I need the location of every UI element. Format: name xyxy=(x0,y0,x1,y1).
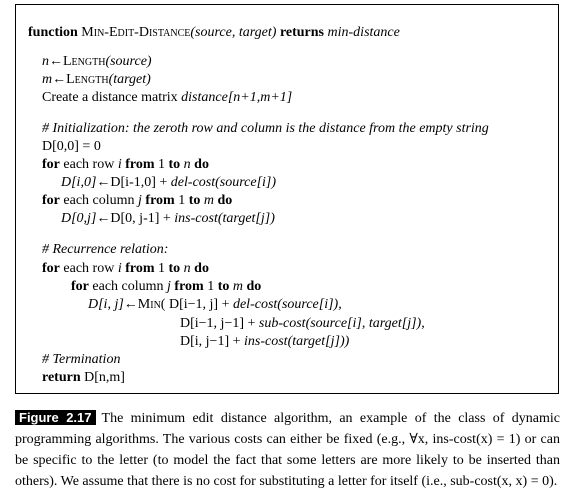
each-row: each row xyxy=(59,261,118,276)
termination-comment: # Termination xyxy=(42,352,121,367)
to-keyword: to xyxy=(168,157,181,172)
from-keyword: from xyxy=(174,279,204,294)
to-keyword: to xyxy=(188,193,201,208)
rec-term-1: ( D[i−1, j] + xyxy=(160,297,233,312)
min-keyword: Min xyxy=(137,297,161,312)
col-init-line xyxy=(61,211,275,227)
var-i: i xyxy=(117,157,122,172)
recurrence-comment: # Recurrence relation: xyxy=(42,242,169,257)
recurrence-line-1 xyxy=(88,297,342,313)
create-matrix-line xyxy=(42,90,292,106)
for-col-line xyxy=(42,193,232,209)
rec-for-row-line xyxy=(42,261,209,277)
recurrence-line-3 xyxy=(180,334,349,350)
do-keyword: do xyxy=(194,157,209,172)
to-keyword: to xyxy=(168,261,181,276)
one: 1 xyxy=(158,157,165,172)
rec-cost-1: del-cost(source[i]), xyxy=(232,297,342,312)
rec-lhs: D[i, j] xyxy=(88,297,124,312)
rec-arrow: ← xyxy=(123,297,138,312)
algorithm-box xyxy=(15,4,559,394)
do-keyword: do xyxy=(246,279,262,294)
row-lhs: D[i,0] xyxy=(61,175,97,190)
var-j: j xyxy=(138,193,142,208)
each-column: each column xyxy=(59,193,139,208)
return-keyword: return xyxy=(42,370,81,385)
for-keyword: for xyxy=(42,261,60,276)
return-name: min-distance xyxy=(327,25,400,40)
var-n: n xyxy=(183,261,191,276)
to-keyword: to xyxy=(217,279,230,294)
n-assign: n← xyxy=(42,54,63,69)
create-text: Create a distance matrix xyxy=(42,90,182,105)
m-arg: (target) xyxy=(108,72,151,87)
col-rhs: ins-cost(target[j]) xyxy=(174,211,275,226)
from-keyword: from xyxy=(145,193,175,208)
caption-text: The minimum edit distance algorithm, an example of the class of dynamic programming algorithms. The various costs can either be fixed (e.g., ∀x, ins-cost(x) = 1) or can be specific to the letter (to model the fact that some letters are more likely to be inserted than others). We assume that there is no cost for substituting a letter for itself (i.e., sub-cost(x, x) = 0). xyxy=(15,411,561,489)
row-init-line xyxy=(61,175,276,191)
function-params: (source, target) xyxy=(190,25,277,40)
length-keyword: Length xyxy=(63,54,106,69)
init-comment: # Initialization: the zeroth row and column is the distance from the empty string xyxy=(42,121,489,136)
for-row-line xyxy=(42,157,209,173)
d00-line: D[0,0] = 0 xyxy=(42,139,101,154)
return-value: D[n,m] xyxy=(80,370,125,385)
each-row: each row xyxy=(59,157,118,172)
row-rhs: del-cost(source[i]) xyxy=(170,175,277,190)
each-column: each column xyxy=(88,279,168,294)
function-header xyxy=(28,25,400,41)
rec-for-col-line xyxy=(71,279,261,295)
do-keyword: do xyxy=(217,193,233,208)
rec-term-3: D[i, j−1] + xyxy=(180,334,245,349)
one: 1 xyxy=(207,279,215,294)
n-length-line xyxy=(42,54,152,70)
from-keyword: from xyxy=(125,261,155,276)
row-mid: ←D[i-1,0] + xyxy=(96,175,171,190)
do-keyword: do xyxy=(194,261,209,276)
rec-cost-2: sub-cost(source[i], target[j]), xyxy=(258,316,425,331)
rec-term-2: D[i−1, j−1] + xyxy=(180,316,259,331)
function-name: Min-Edit-Distance xyxy=(81,25,191,40)
var-j: j xyxy=(167,279,171,294)
figure-caption xyxy=(15,407,560,492)
create-matrix: distance[n+1,m+1] xyxy=(181,90,293,105)
return-line xyxy=(42,370,125,386)
from-keyword: from xyxy=(125,157,155,172)
one: 1 xyxy=(178,193,186,208)
var-m: m xyxy=(203,193,215,208)
m-assign: m← xyxy=(42,72,67,87)
n-arg: (source) xyxy=(105,54,152,69)
function-keyword: function xyxy=(28,25,78,40)
m-length-line xyxy=(42,72,151,88)
var-n: n xyxy=(183,157,191,172)
recurrence-line-2 xyxy=(180,316,425,332)
for-keyword: for xyxy=(71,279,89,294)
col-lhs: D[0,j] xyxy=(61,211,97,226)
figure-label: Figure 2.17 xyxy=(15,410,96,425)
var-i: i xyxy=(117,261,122,276)
col-mid: ←D[0, j-1] + xyxy=(96,211,175,226)
rec-cost-3: ins-cost(target[j])) xyxy=(244,334,350,349)
for-keyword: for xyxy=(42,193,60,208)
one: 1 xyxy=(158,261,165,276)
returns-keyword: returns xyxy=(279,25,325,40)
for-keyword: for xyxy=(42,157,60,172)
var-m: m xyxy=(232,279,244,294)
length-keyword: Length xyxy=(66,72,109,87)
